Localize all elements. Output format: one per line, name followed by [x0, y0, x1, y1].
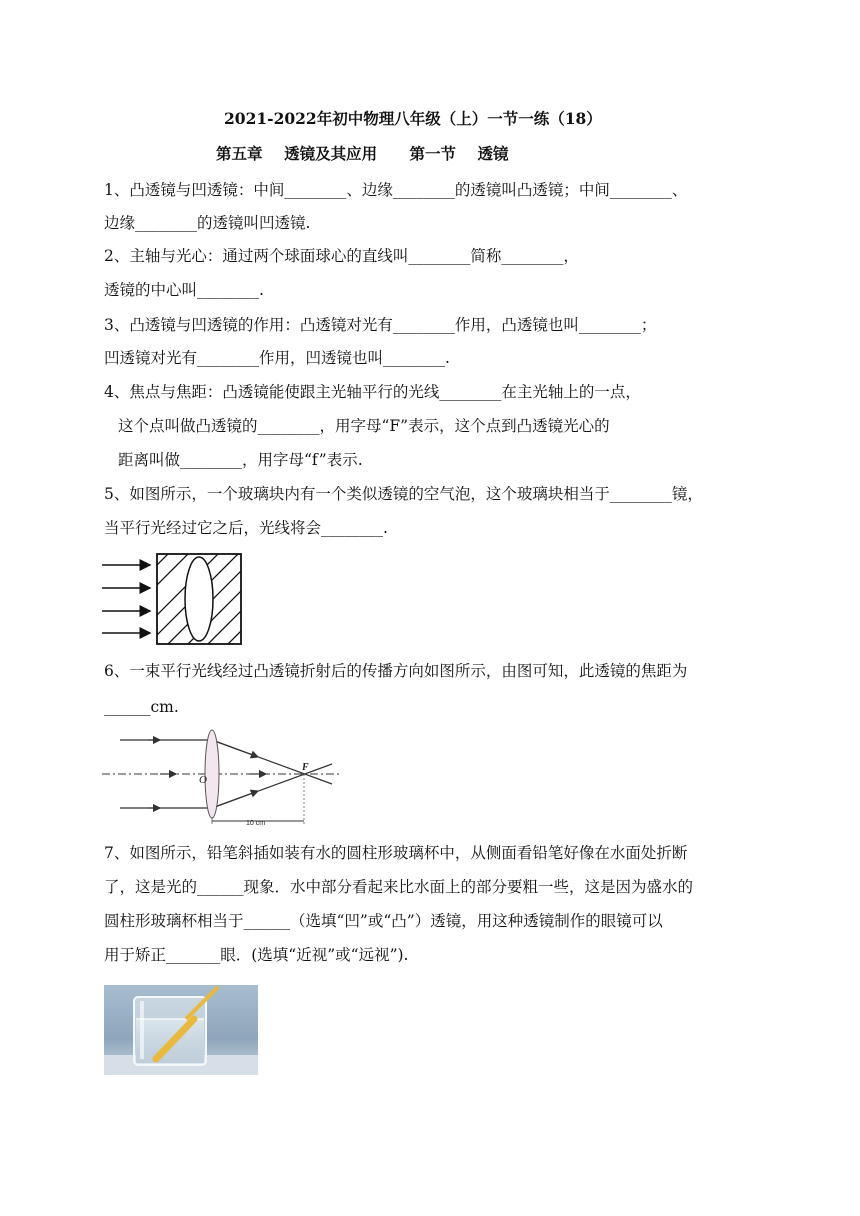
figure-glass-block — [100, 552, 245, 646]
q7-line4: 用于矫正_______眼．(选填“近视”或“远视”). — [104, 946, 409, 964]
q1-line2: 边缘________的透镜叫凹透镜. — [104, 214, 311, 232]
q7-line1: 7、如图所示，铅笔斜插如装有水的圆柱形玻璃杯中，从侧面看铅笔好像在水面处折断 — [104, 844, 688, 862]
focal-point-label: F — [302, 762, 309, 773]
q4-line1: 4、焦点与焦距：凸透镜能使跟主光轴平行的光线________在主光轴上的一点， — [104, 383, 641, 401]
q2-line2: 透镜的中心叫________. — [104, 281, 264, 299]
q6-line2: ______cm. — [104, 698, 179, 716]
chapter-subtitle: 第五章 透镜及其应用 第一节 透镜 — [216, 144, 509, 163]
q7-line2: 了，这是光的______现象．水中部分看起来比水面上的部分要粗一些，这是因为盛水的 — [104, 878, 694, 896]
focal-length-label: 10 cm — [246, 820, 266, 827]
air-bubble-lens — [185, 557, 213, 641]
glass-highlight — [140, 1001, 144, 1059]
q3-line2: 凹透镜对光有________作用，凹透镜也叫________. — [104, 349, 450, 367]
q2-line1: 2、主轴与光心：通过两个球面球心的直线叫________简称________， — [104, 247, 579, 265]
q1-line1: 1、凸透镜与凹透镜：中间________、边缘________的透镜叫凸透镜；中间________、 — [104, 181, 688, 199]
q4-line3: 距离叫做________，用字母“f”表示. — [118, 451, 363, 469]
convex-lens — [205, 730, 219, 818]
q3-line1: 3、凸透镜与凹透镜的作用：凸透镜对光有________作用，凸透镜也叫________； — [104, 316, 657, 334]
refracted-ray — [212, 740, 332, 784]
refracted-ray — [212, 764, 332, 808]
q6-line1: 6、一束平行光线经过凸透镜折射后的传播方向如图所示，由图可知，此透镜的焦距为 — [104, 662, 688, 680]
q4-line2: 这个点叫做凸透镜的________，用字母“F”表示，这个点到凸透镜光心的 — [118, 417, 610, 435]
figure-pencil-in-glass — [104, 985, 258, 1075]
page-title: 2021-2022年初中物理八年级（上）一节一练（18） — [224, 109, 602, 128]
q5-line1: 5、如图所示，一个玻璃块内有一个类似透镜的空气泡，这个玻璃块相当于________镜， — [104, 485, 703, 503]
q7-line3: 圆柱形玻璃杯相当于______（选填“凹”或“凸”）透镜，用这种透镜制作的眼镜可以 — [104, 912, 663, 930]
optical-center-label: O — [199, 774, 207, 786]
figure-convex-lens — [100, 728, 350, 830]
q5-line2: 当平行光经过它之后，光线将会________. — [104, 519, 388, 537]
